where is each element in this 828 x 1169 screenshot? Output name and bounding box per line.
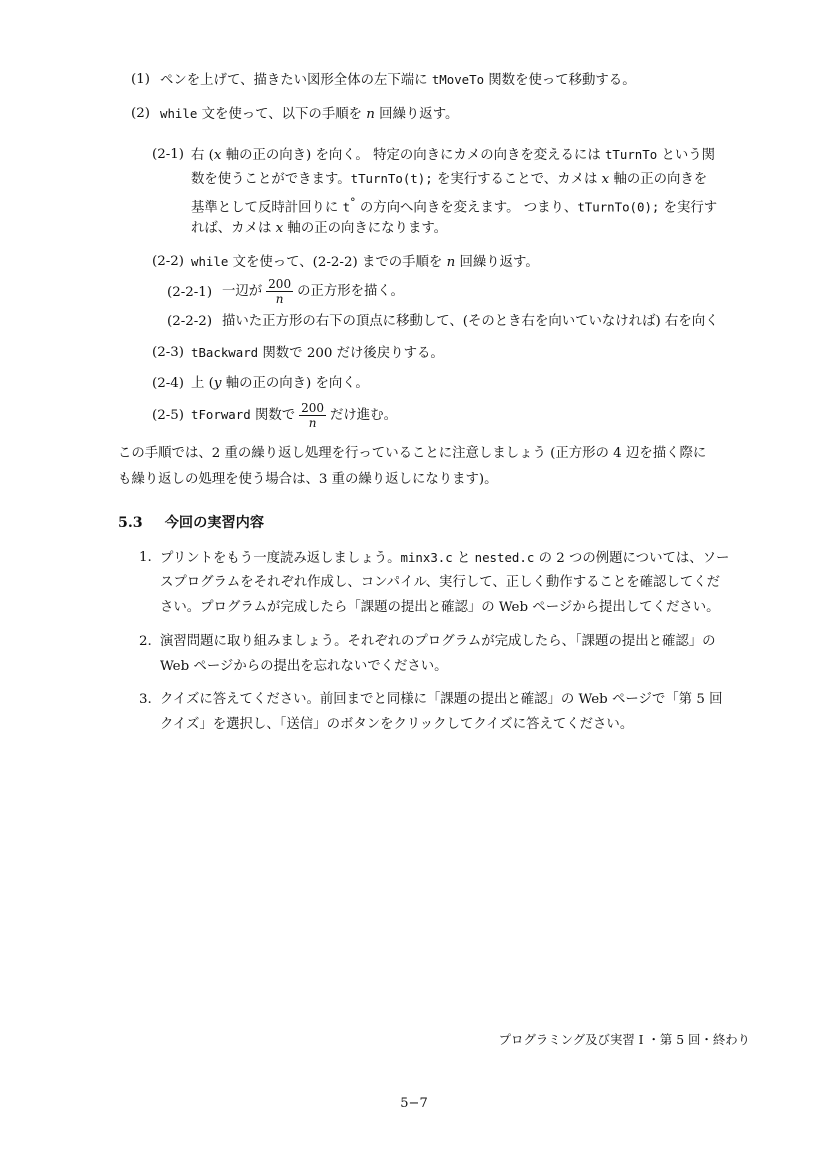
list-item-number: 2. (139, 634, 152, 649)
step-2-1-line-1: 右 (x 軸の正の向き) を向く。 特定の向きにカメの向きを変えるには tTurnTo という関 (191, 147, 716, 163)
step-number: (2-1) (152, 147, 185, 162)
step-2-1-line-2: 数を使うことができます。tTurnTo(t); を実行することで、カメは x 軸の正の向きを (191, 171, 708, 187)
step-number: (2-3) (152, 345, 185, 360)
list-item-2-line-2: Web ページからの提出を忘れないでください。 (160, 659, 448, 674)
list-item-number: 3. (139, 692, 152, 707)
step-2-2-2-text: 描いた正方形の右下の頂点に移動して、(そのとき右を向いていなければ) 右を向く (222, 314, 719, 329)
step-2-text: while 文を使って、以下の手順を n 回繰り返す。 (160, 106, 459, 122)
list-item-1-line-3: さい。プログラムが完成したら「課題の提出と確認」の Web ページから提出してください。 (160, 600, 720, 615)
list-item-1-line-1: プリントをもう一度読み返しましょう。minx3.c と nested.c の 2 つの例題については、ソー (160, 550, 730, 566)
step-2-2-1-text: 一辺が $\frac{200}{n}$ の正方形を描く。 (222, 277, 404, 306)
page-number: 5−7 (400, 1096, 428, 1111)
step-2-4-text: 上 (y 軸の正の向き) を向く。 (191, 376, 369, 391)
step-number: (2) (131, 106, 150, 121)
step-number: (2-4) (152, 376, 185, 391)
step-2-1-line-4: れば、カメは x 軸の正の向きになります。 (191, 221, 448, 236)
step-number: (2-2-2) (167, 314, 213, 329)
step-number: (2-2-1) (167, 285, 213, 300)
document-end-note: プログラミング及び実習 I ・第 5 回・終わり (498, 1032, 750, 1047)
list-item-number: 1. (139, 550, 152, 565)
fraction: $\frac{200}{n}$ (301, 401, 325, 430)
section-heading: 5.3 今回の実習内容 (118, 515, 265, 531)
step-number: (2-2) (152, 254, 185, 269)
list-item-2-line-1: 演習問題に取り組みましょう。それぞれのプログラムが完成したら、「課題の提出と確認」の (160, 634, 716, 649)
list-item-3-line-1: クイズに答えてください。前回までと同様に「課題の提出と確認」の Web ページで「第 5 回 (160, 692, 723, 707)
list-item-1-line-2: スプログラムをそれぞれ作成し、コンパイル、実行して、正しく動作することを確認してくだ (160, 575, 720, 590)
note-line-1: この手順では、2 重の繰り返し処理を行っていることに注意しましょう (正方形の 4 辺を描く際に (118, 446, 707, 461)
step-number: (1) (131, 72, 150, 87)
step-2-3-text: tBackward 関数で 200 だけ後戻りする。 (191, 345, 444, 361)
list-item-3-line-2: クイズ」を選択し、「送信」のボタンをクリックしてクイズに答えてください。 (160, 717, 634, 732)
step-2-2-text: while 文を使って、(2-2-2) までの手順を n 回繰り返す。 (191, 254, 539, 270)
step-1-text: ペンを上げて、描きたい図形全体の左下端に tMoveTo 関数を使って移動する。 (160, 72, 636, 88)
step-2-5-text: tForward 関数で $\frac{200}{n}$ だけ進む。 (191, 401, 397, 430)
step-number: (2-5) (152, 408, 185, 423)
step-2-1-line-3: 基準として反時計回りに t° の方向へ向きを変えます。 つまり、tTurnTo(0); を実行す (191, 196, 718, 216)
fraction: $\frac{200}{n}$ (268, 277, 292, 306)
note-line-2: も繰り返しの処理を使う場合は、3 重の繰り返しになります)。 (118, 472, 498, 487)
